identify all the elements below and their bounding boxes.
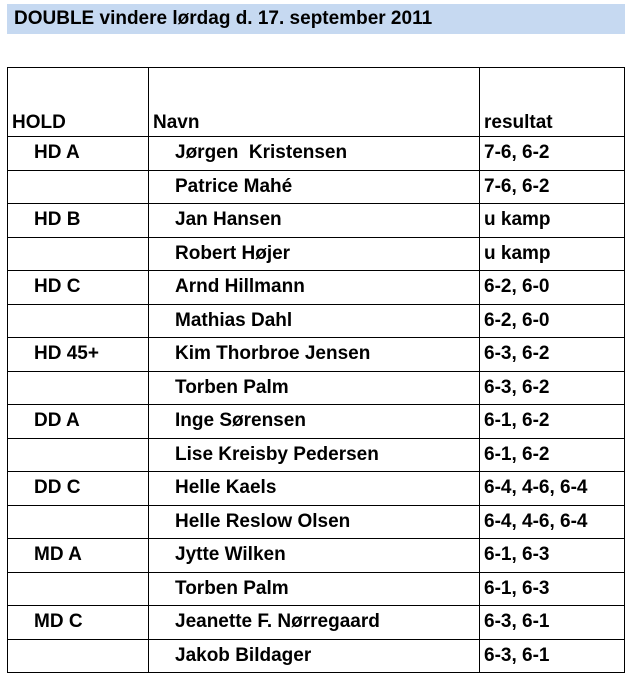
hold-cell: HD A xyxy=(8,137,149,171)
hold-cell xyxy=(8,438,149,472)
result-cell: 6-3, 6-2 xyxy=(480,338,625,372)
result-cell: u kamp xyxy=(480,237,625,271)
name-cell: Kim Thorbroe Jensen xyxy=(149,338,480,372)
table-row xyxy=(8,405,625,439)
name-cell: Patrice Mahé xyxy=(149,170,480,204)
name-cell: Mathias Dahl xyxy=(149,304,480,338)
header-row xyxy=(8,68,625,137)
hold-cell xyxy=(8,170,149,204)
column-header-navn: Navn xyxy=(149,68,480,137)
hold-cell xyxy=(8,371,149,405)
table-row xyxy=(8,572,625,606)
result-cell: 6-1, 6-2 xyxy=(480,438,625,472)
hold-cell: HD 45+ xyxy=(8,338,149,372)
name-cell: Jytte Wilken xyxy=(149,539,480,573)
name-cell: Jørgen Kristensen xyxy=(149,137,480,171)
table-row xyxy=(8,271,625,305)
name-cell: Inge Sørensen xyxy=(149,405,480,439)
page-title: DOUBLE vindere lørdag d. 17. september 2011 xyxy=(14,8,433,29)
name-cell: Robert Højer xyxy=(149,237,480,271)
result-cell: 6-3, 6-1 xyxy=(480,606,625,640)
table-row xyxy=(8,237,625,271)
result-cell: 6-2, 6-0 xyxy=(480,304,625,338)
hold-cell: DD C xyxy=(8,472,149,506)
result-cell: 6-4, 4-6, 6-4 xyxy=(480,505,625,539)
name-cell: Torben Palm xyxy=(149,371,480,405)
name-cell: Lise Kreisby Pedersen xyxy=(149,438,480,472)
name-cell: Jan Hansen xyxy=(149,204,480,238)
results-table xyxy=(7,67,625,673)
name-cell: Arnd Hillmann xyxy=(149,271,480,305)
result-cell: 6-3, 6-1 xyxy=(480,639,625,673)
result-cell: 6-1, 6-3 xyxy=(480,572,625,606)
table-row xyxy=(8,606,625,640)
name-cell: Torben Palm xyxy=(149,572,480,606)
result-cell: 6-3, 6-2 xyxy=(480,371,625,405)
hold-cell xyxy=(8,237,149,271)
result-cell: 6-1, 6-2 xyxy=(480,405,625,439)
hold-cell xyxy=(8,304,149,338)
table-row xyxy=(8,371,625,405)
hold-cell: MD C xyxy=(8,606,149,640)
table-row xyxy=(8,170,625,204)
result-cell: u kamp xyxy=(480,204,625,238)
table-row xyxy=(8,438,625,472)
table-row xyxy=(8,539,625,573)
hold-cell xyxy=(8,639,149,673)
table-row xyxy=(8,639,625,673)
result-cell: 6-2, 6-0 xyxy=(480,271,625,305)
hold-cell: MD A xyxy=(8,539,149,573)
column-header-hold: HOLD xyxy=(8,68,149,137)
hold-cell xyxy=(8,505,149,539)
name-cell: Jakob Bildager xyxy=(149,639,480,673)
table-row xyxy=(8,204,625,238)
table-row xyxy=(8,304,625,338)
hold-cell xyxy=(8,572,149,606)
results-body xyxy=(8,137,625,673)
hold-cell: DD A xyxy=(8,405,149,439)
table-row xyxy=(8,137,625,171)
table-row xyxy=(8,338,625,372)
result-cell: 7-6, 6-2 xyxy=(480,170,625,204)
result-cell: 6-4, 4-6, 6-4 xyxy=(480,472,625,506)
result-cell: 7-6, 6-2 xyxy=(480,137,625,171)
column-header-resultat: resultat xyxy=(480,68,625,137)
table-row xyxy=(8,505,625,539)
title-bar xyxy=(7,4,625,34)
name-cell: Helle Reslow Olsen xyxy=(149,505,480,539)
table-row xyxy=(8,472,625,506)
name-cell: Jeanette F. Nørregaard xyxy=(149,606,480,640)
result-cell: 6-1, 6-3 xyxy=(480,539,625,573)
hold-cell: HD B xyxy=(8,204,149,238)
hold-cell: HD C xyxy=(8,271,149,305)
name-cell: Helle Kaels xyxy=(149,472,480,506)
